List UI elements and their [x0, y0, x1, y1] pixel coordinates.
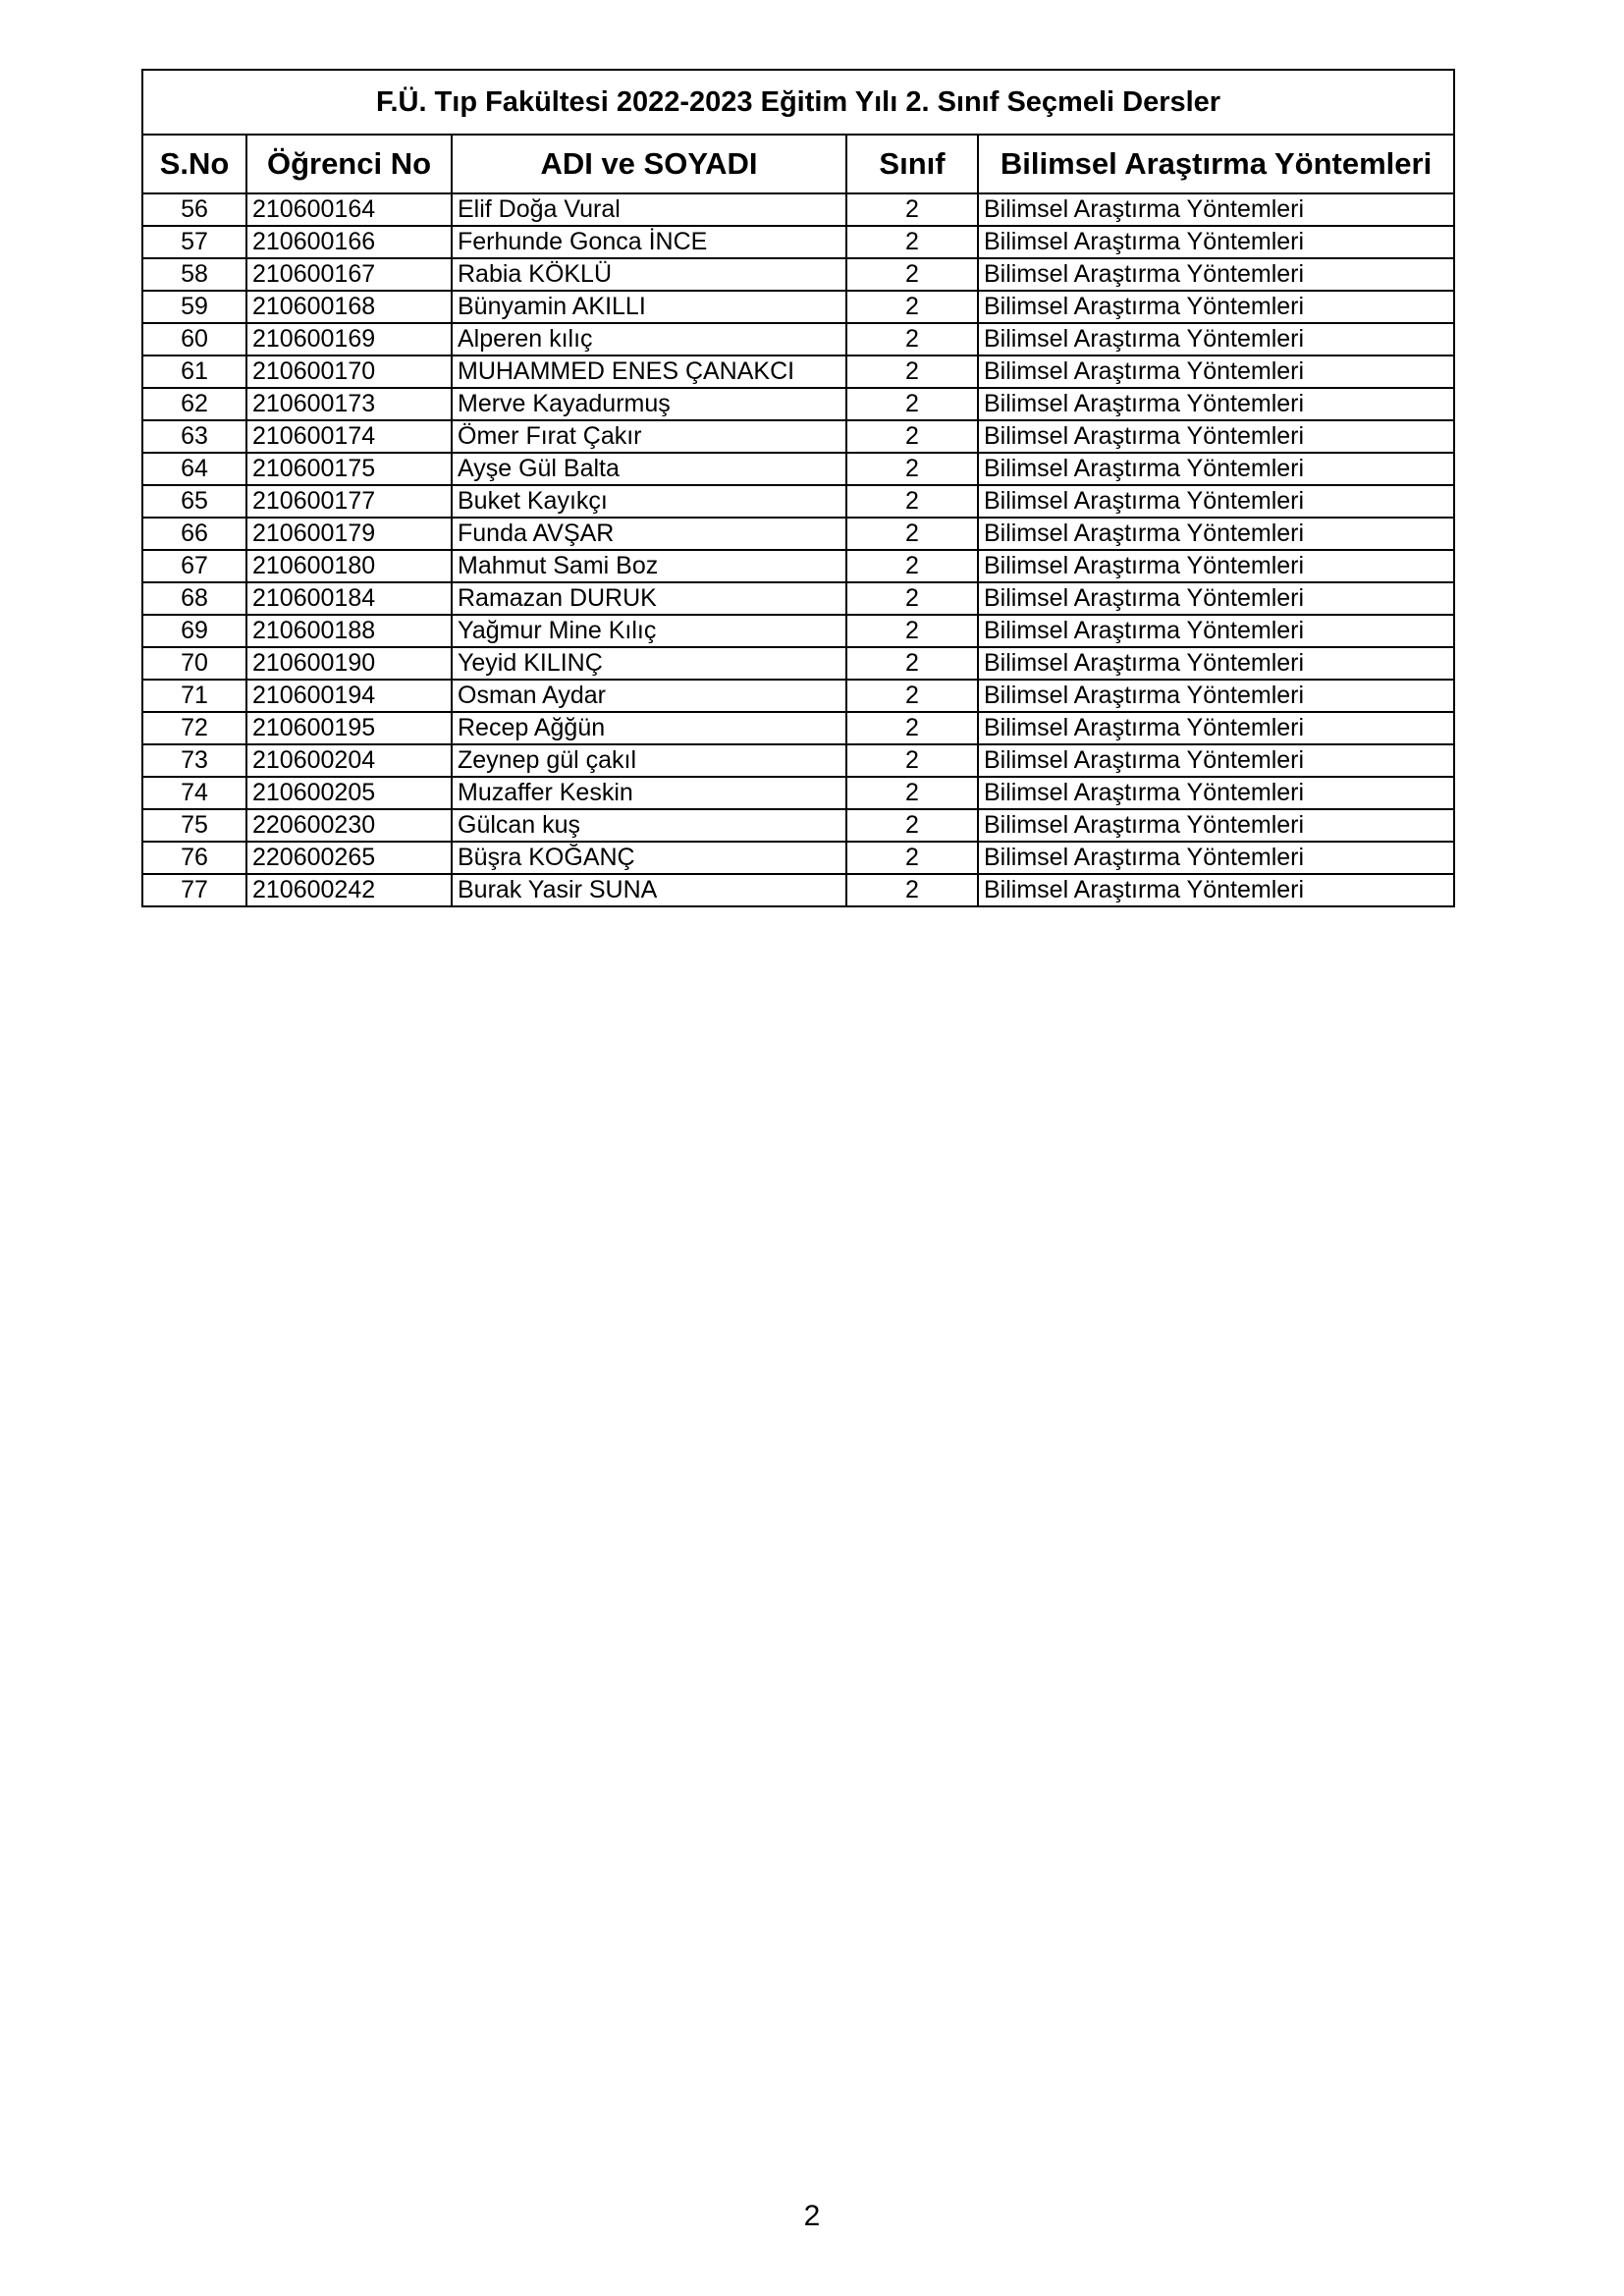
cell-student-no: 210600169 — [246, 323, 452, 355]
cell-sno: 56 — [142, 193, 246, 226]
cell-name: Gülcan kuş — [452, 809, 846, 842]
table-row — [142, 712, 1454, 744]
cell-name: Ömer Fırat Çakır — [452, 420, 846, 453]
table-row — [142, 453, 1454, 485]
cell-class: 2 — [846, 291, 978, 323]
cell-class: 2 — [846, 744, 978, 777]
cell-name: Osman Aydar — [452, 680, 846, 712]
cell-class: 2 — [846, 777, 978, 809]
cell-student-no: 210600177 — [246, 485, 452, 518]
cell-name: Ayşe Gül Balta — [452, 453, 846, 485]
cell-student-no: 210600205 — [246, 777, 452, 809]
student-list-table — [141, 69, 1455, 907]
table-body — [142, 193, 1454, 906]
cell-name: Burak Yasir SUNA — [452, 874, 846, 906]
cell-class: 2 — [846, 842, 978, 874]
cell-class: 2 — [846, 874, 978, 906]
header-student-no: Öğrenci No — [246, 135, 452, 193]
cell-course: Bilimsel Araştırma Yöntemleri — [978, 485, 1454, 518]
table-row — [142, 582, 1454, 615]
cell-name: Büşra KOĞANÇ — [452, 842, 846, 874]
table-row — [142, 193, 1454, 226]
table-row — [142, 485, 1454, 518]
cell-sno: 70 — [142, 647, 246, 680]
cell-student-no: 210600167 — [246, 258, 452, 291]
table-row — [142, 518, 1454, 550]
cell-course: Bilimsel Araştırma Yöntemleri — [978, 193, 1454, 226]
cell-student-no: 210600188 — [246, 615, 452, 647]
cell-name: Alperen kılıç — [452, 323, 846, 355]
cell-course: Bilimsel Araştırma Yöntemleri — [978, 518, 1454, 550]
table-row — [142, 615, 1454, 647]
table-row — [142, 388, 1454, 420]
cell-name: Rabia KÖKLÜ — [452, 258, 846, 291]
table-title: F.Ü. Tıp Fakültesi 2022-2023 Eğitim Yılı 2. Sınıf Seçmeli Dersler — [142, 70, 1454, 135]
cell-student-no: 210600194 — [246, 680, 452, 712]
cell-name: Yeyid KILINÇ — [452, 647, 846, 680]
cell-name: Funda AVŞAR — [452, 518, 846, 550]
cell-name: Muzaffer Keskin — [452, 777, 846, 809]
cell-student-no: 210600166 — [246, 226, 452, 258]
cell-sno: 64 — [142, 453, 246, 485]
cell-student-no: 210600190 — [246, 647, 452, 680]
cell-class: 2 — [846, 550, 978, 582]
cell-class: 2 — [846, 485, 978, 518]
table-row — [142, 323, 1454, 355]
header-sno: S.No — [142, 135, 246, 193]
cell-name: Merve Kayadurmuş — [452, 388, 846, 420]
cell-class: 2 — [846, 420, 978, 453]
cell-course: Bilimsel Araştırma Yöntemleri — [978, 453, 1454, 485]
cell-sno: 74 — [142, 777, 246, 809]
cell-course: Bilimsel Araştırma Yöntemleri — [978, 258, 1454, 291]
cell-class: 2 — [846, 518, 978, 550]
cell-sno: 69 — [142, 615, 246, 647]
table-row — [142, 874, 1454, 906]
header-class: Sınıf — [846, 135, 978, 193]
cell-class: 2 — [846, 647, 978, 680]
cell-student-no: 210600174 — [246, 420, 452, 453]
cell-name: MUHAMMED ENES ÇANAKCI — [452, 355, 846, 388]
cell-course: Bilimsel Araştırma Yöntemleri — [978, 420, 1454, 453]
cell-class: 2 — [846, 809, 978, 842]
cell-sno: 66 — [142, 518, 246, 550]
cell-course: Bilimsel Araştırma Yöntemleri — [978, 226, 1454, 258]
cell-sno: 76 — [142, 842, 246, 874]
cell-name: Elif Doğa Vural — [452, 193, 846, 226]
cell-sno: 73 — [142, 744, 246, 777]
table-row — [142, 680, 1454, 712]
cell-class: 2 — [846, 582, 978, 615]
cell-student-no: 210600168 — [246, 291, 452, 323]
table-row — [142, 258, 1454, 291]
table-row — [142, 647, 1454, 680]
cell-course: Bilimsel Araştırma Yöntemleri — [978, 388, 1454, 420]
cell-course: Bilimsel Araştırma Yöntemleri — [978, 323, 1454, 355]
cell-student-no: 210600180 — [246, 550, 452, 582]
cell-course: Bilimsel Araştırma Yöntemleri — [978, 777, 1454, 809]
cell-course: Bilimsel Araştırma Yöntemleri — [978, 291, 1454, 323]
table-row — [142, 809, 1454, 842]
cell-name: Ferhunde Gonca İNCE — [452, 226, 846, 258]
header-name: ADI ve SOYADI — [452, 135, 846, 193]
cell-sno: 72 — [142, 712, 246, 744]
cell-student-no: 210600170 — [246, 355, 452, 388]
cell-course: Bilimsel Araştırma Yöntemleri — [978, 712, 1454, 744]
cell-sno: 67 — [142, 550, 246, 582]
cell-sno: 71 — [142, 680, 246, 712]
cell-name: Bünyamin AKILLI — [452, 291, 846, 323]
cell-course: Bilimsel Araştırma Yöntemleri — [978, 874, 1454, 906]
cell-student-no: 210600184 — [246, 582, 452, 615]
table-row — [142, 291, 1454, 323]
cell-name: Ramazan DURUK — [452, 582, 846, 615]
cell-student-no: 210600195 — [246, 712, 452, 744]
cell-class: 2 — [846, 453, 978, 485]
cell-name: Mahmut Sami Boz — [452, 550, 846, 582]
cell-student-no: 210600179 — [246, 518, 452, 550]
table-row — [142, 842, 1454, 874]
cell-sno: 63 — [142, 420, 246, 453]
cell-course: Bilimsel Araştırma Yöntemleri — [978, 355, 1454, 388]
cell-class: 2 — [846, 193, 978, 226]
cell-name: Zeynep gül çakıl — [452, 744, 846, 777]
table-row — [142, 226, 1454, 258]
cell-sno: 60 — [142, 323, 246, 355]
cell-sno: 75 — [142, 809, 246, 842]
cell-sno: 62 — [142, 388, 246, 420]
cell-class: 2 — [846, 323, 978, 355]
table-row — [142, 777, 1454, 809]
cell-student-no: 210600204 — [246, 744, 452, 777]
title-row — [142, 70, 1454, 135]
cell-name: Yağmur Mine Kılıç — [452, 615, 846, 647]
cell-sno: 77 — [142, 874, 246, 906]
cell-sno: 61 — [142, 355, 246, 388]
table-row — [142, 550, 1454, 582]
cell-name: Recep Ağğün — [452, 712, 846, 744]
cell-class: 2 — [846, 355, 978, 388]
cell-student-no: 220600230 — [246, 809, 452, 842]
cell-class: 2 — [846, 712, 978, 744]
header-row — [142, 135, 1454, 193]
cell-student-no: 210600164 — [246, 193, 452, 226]
table-row — [142, 420, 1454, 453]
cell-course: Bilimsel Araştırma Yöntemleri — [978, 647, 1454, 680]
cell-student-no: 210600173 — [246, 388, 452, 420]
cell-sno: 65 — [142, 485, 246, 518]
cell-sno: 57 — [142, 226, 246, 258]
cell-class: 2 — [846, 680, 978, 712]
page-number: 2 — [803, 2200, 821, 2232]
table-row — [142, 744, 1454, 777]
cell-sno: 59 — [142, 291, 246, 323]
cell-student-no: 220600265 — [246, 842, 452, 874]
header-course: Bilimsel Araştırma Yöntemleri — [978, 135, 1454, 193]
cell-class: 2 — [846, 226, 978, 258]
cell-course: Bilimsel Araştırma Yöntemleri — [978, 842, 1454, 874]
cell-course: Bilimsel Araştırma Yöntemleri — [978, 809, 1454, 842]
cell-sno: 58 — [142, 258, 246, 291]
cell-name: Buket Kayıkçı — [452, 485, 846, 518]
cell-student-no: 210600175 — [246, 453, 452, 485]
cell-course: Bilimsel Araştırma Yöntemleri — [978, 744, 1454, 777]
cell-course: Bilimsel Araştırma Yöntemleri — [978, 680, 1454, 712]
cell-course: Bilimsel Araştırma Yöntemleri — [978, 582, 1454, 615]
cell-course: Bilimsel Araştırma Yöntemleri — [978, 550, 1454, 582]
cell-sno: 68 — [142, 582, 246, 615]
cell-class: 2 — [846, 388, 978, 420]
table-row — [142, 355, 1454, 388]
cell-student-no: 210600242 — [246, 874, 452, 906]
cell-course: Bilimsel Araştırma Yöntemleri — [978, 615, 1454, 647]
cell-class: 2 — [846, 615, 978, 647]
cell-class: 2 — [846, 258, 978, 291]
